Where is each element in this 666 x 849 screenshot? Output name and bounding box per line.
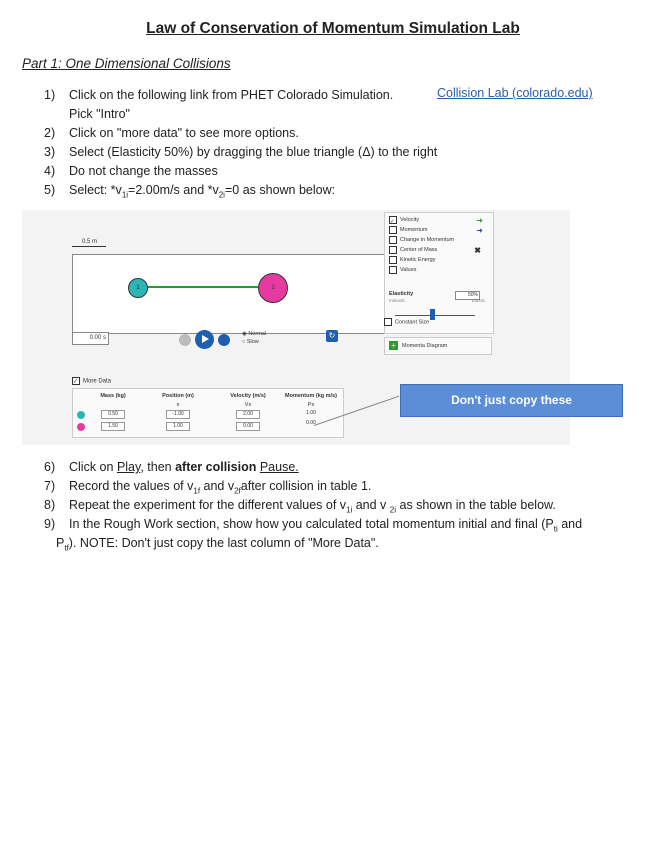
ruler: 0.5 m bbox=[72, 240, 106, 248]
ball-1[interactable]: 1 bbox=[128, 278, 148, 298]
elasticity-label: Elasticity bbox=[389, 291, 414, 297]
checkbox-center-mass[interactable]: Center of Mass ✖ bbox=[389, 245, 489, 257]
page-title: Law of Conservation of Momentum Simulation Lab bbox=[146, 20, 520, 37]
elasticity-slider-thumb[interactable] bbox=[430, 309, 435, 320]
reset-icon[interactable]: ↻ bbox=[326, 330, 338, 342]
mass-column: Mass (kg) 0.50 1.50 bbox=[100, 393, 126, 429]
more-data-table bbox=[72, 388, 344, 438]
position-column: Position (m) x -1.00 1.00 bbox=[162, 393, 194, 429]
play-button[interactable] bbox=[195, 330, 214, 349]
velocity-column: Velocity (m/s) Vx 2.00 0.00 bbox=[230, 393, 266, 429]
ball-2[interactable]: 2 bbox=[258, 273, 288, 303]
rewind-button[interactable] bbox=[179, 334, 191, 346]
time-display: 0.00 s bbox=[72, 332, 109, 345]
velocity-vector bbox=[146, 286, 258, 288]
checkbox-kinetic-energy[interactable]: Kinetic Energy bbox=[389, 255, 489, 267]
ball-1-dot bbox=[77, 411, 85, 419]
checkbox-velocity[interactable]: ✓ Velocity ➜ bbox=[390, 216, 483, 225]
speed-options[interactable]: ◉ Normal ○ Slow bbox=[242, 331, 267, 345]
checkbox-change-momentum[interactable]: Change in Momentum bbox=[389, 235, 489, 247]
options-panel bbox=[384, 212, 494, 334]
momentum-column: Momentum (kg m/s) Px 1.00 0.00 bbox=[285, 393, 337, 426]
checkbox-momentum[interactable]: Momentum ➜ bbox=[389, 225, 489, 237]
step-forward-button[interactable] bbox=[218, 334, 230, 346]
callout-box: Don't just copy these bbox=[400, 384, 623, 417]
ball-2-dot bbox=[77, 423, 85, 431]
slider-labels: Inelastic Elastic bbox=[389, 298, 485, 303]
constant-size-checkbox[interactable]: Constant Size bbox=[384, 318, 429, 326]
elasticity-value: 50% bbox=[455, 291, 480, 300]
elasticity-slider-track[interactable] bbox=[395, 315, 475, 316]
part-heading: Part 1: One Dimensional Collisions bbox=[22, 56, 231, 71]
checkbox-values[interactable]: Values bbox=[389, 265, 489, 277]
play-area bbox=[72, 254, 398, 334]
collision-lab-link[interactable]: Collision Lab (colorado.edu) bbox=[437, 86, 593, 100]
more-data-checkbox[interactable]: ✓ More Data bbox=[73, 378, 112, 385]
momenta-diagram-button[interactable]: + Momenta Diagram bbox=[384, 337, 492, 355]
